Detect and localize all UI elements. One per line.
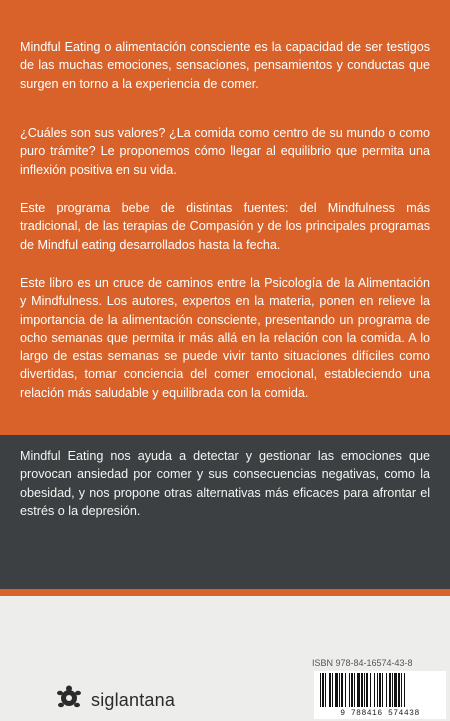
orange-strip xyxy=(0,589,450,596)
turtle-icon xyxy=(55,684,83,717)
publisher-logo xyxy=(55,684,175,717)
dark-panel xyxy=(0,435,450,589)
summary-paragraph: Mindful Eating nos ayuda a detectar y gestionar las emociones que provocan ansiedad por comer y sus consecuencias negativas, como la obesidad, y nos propone otras alternativas más eficaces para afrontar el estrés o la depresión. xyxy=(20,449,430,518)
isbn-label: ISBN 978-84-16574-43-8 xyxy=(312,658,413,668)
barcode xyxy=(314,671,446,719)
publisher-name: siglantana xyxy=(91,690,176,710)
book-paragraph: Este libro es un cruce de caminos entre la Psicología de la Alimentación y Mindfulness. Los autores, expertos en la materia, ponen en relieve la importancia de la alimentación consciente, presentando un programa de ocho semanas que permita ir más allá en la relación con la comida. A lo largo de estas semanas se puede vivir tanto situaciones difíciles como divertidas, tomar conciencia del comer emocional, estableciendo una relación más saludable y equilibrada con la comida. xyxy=(20,276,430,400)
values-paragraph: ¿Cuáles son sus valores? ¿La comida como centro de su mundo o como puro trámite? Le proponemos cómo llegar al equilibrio que permita una inflexión positiva en su vida. xyxy=(20,126,430,177)
barcode-digits: 9 788416 574438 xyxy=(340,709,420,718)
intro-paragraph: Mindful Eating o alimentación consciente es la capacidad de ser testigos de las muchas emociones, sensaciones, pensamientos y conductas que surgen en torno a la experiencia de comer. xyxy=(20,40,430,91)
program-paragraph: Este programa bebe de distintas fuentes: del Mindfulness más tradicional, de las terapias de Compasión y de los principales programas de Mindful eating desarrollados hasta la fecha. xyxy=(20,201,430,252)
